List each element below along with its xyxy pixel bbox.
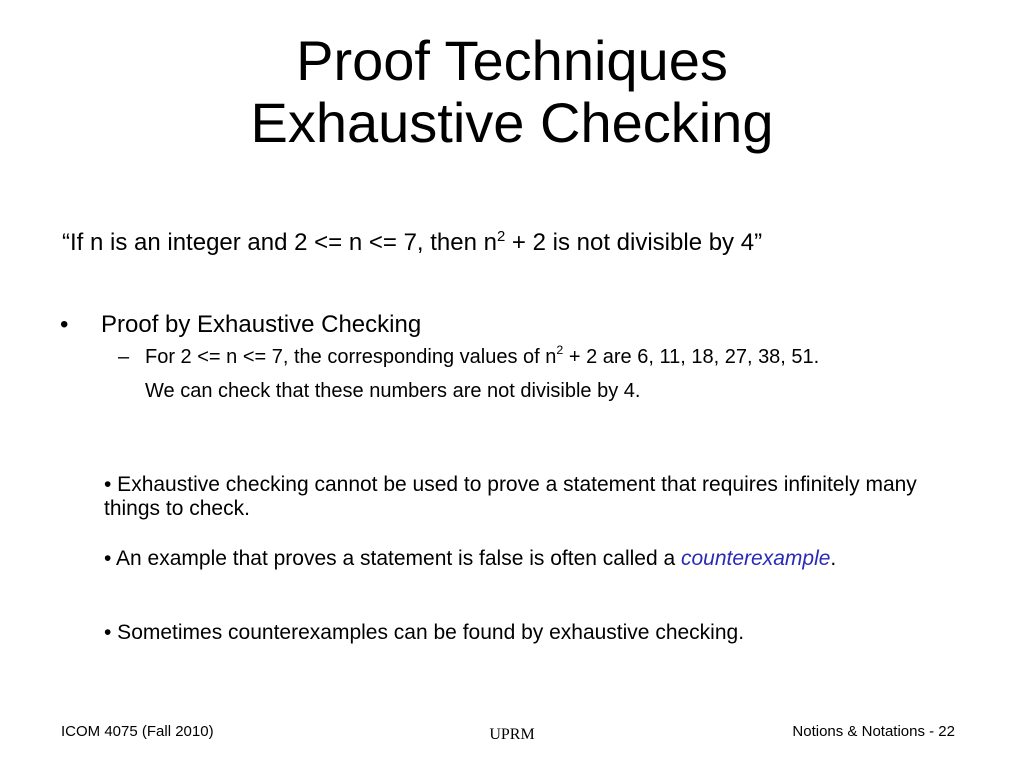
note-counterexample-text: • An example that proves a statement is false is often called a [104, 547, 681, 570]
title-line-1: Proof Techniques [296, 29, 728, 92]
sub-item-conclusion: We can check that these numbers are not divisible by 4. [145, 380, 641, 402]
note-counterexample [104, 547, 944, 571]
slide-title [0, 30, 1024, 154]
sub-item-values [118, 345, 938, 403]
bullet-marker: • [60, 311, 69, 338]
note-finding-counterexamples: • Sometimes counterexamples can be found by exhaustive checking. [104, 621, 745, 644]
statement-text-start: “If n is an integer and 2 <= n <= 7, then n [62, 229, 497, 256]
title-line-2: Exhaustive Checking [250, 91, 774, 154]
bullet-proof-method [60, 311, 421, 339]
note-exhaustive-limitation: • Exhaustive checking cannot be used to prove a statement that requires infinitely many things to check. [104, 473, 917, 520]
footer-course: ICOM 4075 (Fall 2010) [61, 723, 214, 740]
statement-text-end: + 2 is not divisible by 4” [505, 229, 763, 256]
theorem-statement [62, 229, 762, 260]
statement-superscript: 2 [496, 229, 506, 245]
sub-item-text-end: + 2 are 6, 11, 18, 27, 38, 51. [563, 346, 820, 368]
sub-item-text [145, 345, 938, 371]
note-counterexample-end: . [830, 547, 837, 570]
sub-item-text-start: For 2 <= n <= 7, the corresponding values of n [145, 346, 557, 368]
footer-institution: UPRM [489, 726, 535, 743]
sub-item-superscript: 2 [556, 343, 564, 357]
counterexample-term: counterexample [681, 547, 831, 570]
dash-marker: – [118, 346, 130, 368]
bullet-label: Proof by Exhaustive Checking [101, 311, 422, 338]
footer-page-label: Notions & Notations - 22 [792, 723, 955, 740]
